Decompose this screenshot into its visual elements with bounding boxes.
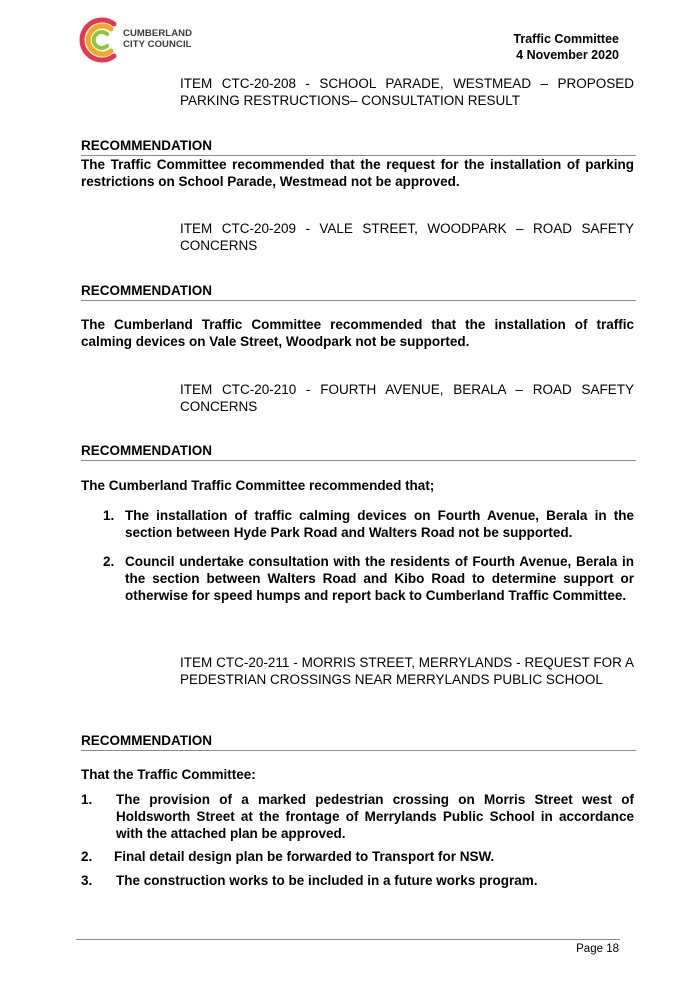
- recommendation-heading: RECOMMENDATION: [81, 733, 636, 751]
- recommendation-heading: RECOMMENDATION: [81, 138, 636, 156]
- list-text: The provision of a marked pedestrian crossing on Morris Street west of Holdsworth Street at the frontage of Merrylands Public School in accordance with the attached plan be approved.: [116, 792, 634, 841]
- recommendation-text: That the Traffic Committee:: [81, 767, 256, 782]
- list-text: The installation of traffic calming devices on Fourth Avenue, Berala in the section between Hyde Park Road and Walters Road not be supported.: [125, 508, 634, 540]
- list-text: Final detail design plan be forwarded to Transport for NSW.: [114, 849, 495, 864]
- list-text: Council undertake consultation with the residents of Fourth Avenue, Berala in the section between Walters Road and Kibo Road to determine support or otherwise for speed humps and report back to Cumberland Traffic Committee.: [125, 554, 634, 603]
- council-logo: [76, 12, 206, 68]
- recommendation-text: The Traffic Committee recommended that the request for the installation of parking restrictions on School Parade, Westmead not be approved.: [81, 157, 634, 189]
- list-number: 1.: [81, 792, 93, 807]
- council-name-line1: CUMBERLAND: [123, 28, 193, 39]
- list-text: The construction works to be included in a future works program.: [116, 873, 538, 888]
- recommendation-text: The Cumberland Traffic Committee recommended that the installation of traffic calming devices on Vale Street, Woodpark not be supported.: [81, 317, 634, 349]
- document-header: [513, 31, 619, 63]
- committee-title: Traffic Committee: [513, 32, 619, 46]
- recommendation-text: The Cumberland Traffic Committee recommended that;: [81, 478, 435, 493]
- list-number: 2.: [81, 849, 93, 864]
- council-name: [123, 28, 192, 50]
- list-number: 3.: [81, 873, 93, 888]
- item-title: ITEM CTC-20-209 - VALE STREET, WOODPARK – ROAD SAFETY CONCERNS: [180, 221, 634, 253]
- item-title: ITEM CTC-20-211 - MORRIS STREET, MERRYLANDS - REQUEST FOR A PEDESTRIAN CROSSINGS NEAR MERRYLANDS PUBLIC SCHOOL: [180, 655, 634, 687]
- item-title: ITEM CTC-20-210 - FOURTH AVENUE, BERALA – ROAD SAFETY CONCERNS: [180, 382, 634, 414]
- footer-divider: [76, 939, 620, 940]
- page-number: Page 18: [576, 943, 619, 955]
- council-name-line2: CITY COUNCIL: [123, 39, 192, 50]
- recommendation-heading: RECOMMENDATION: [81, 283, 636, 301]
- item-title: ITEM CTC-20-208 - SCHOOL PARADE, WESTMEAD – PROPOSED PARKING RESTRUCTIONS– CONSULTATION RESULT: [180, 76, 634, 108]
- meeting-date: 4 November 2020: [516, 48, 619, 62]
- recommendation-heading: RECOMMENDATION: [81, 443, 636, 461]
- list-number: 1.: [103, 508, 115, 523]
- list-number: 2.: [103, 554, 115, 569]
- council-logo-icon: [76, 12, 122, 68]
